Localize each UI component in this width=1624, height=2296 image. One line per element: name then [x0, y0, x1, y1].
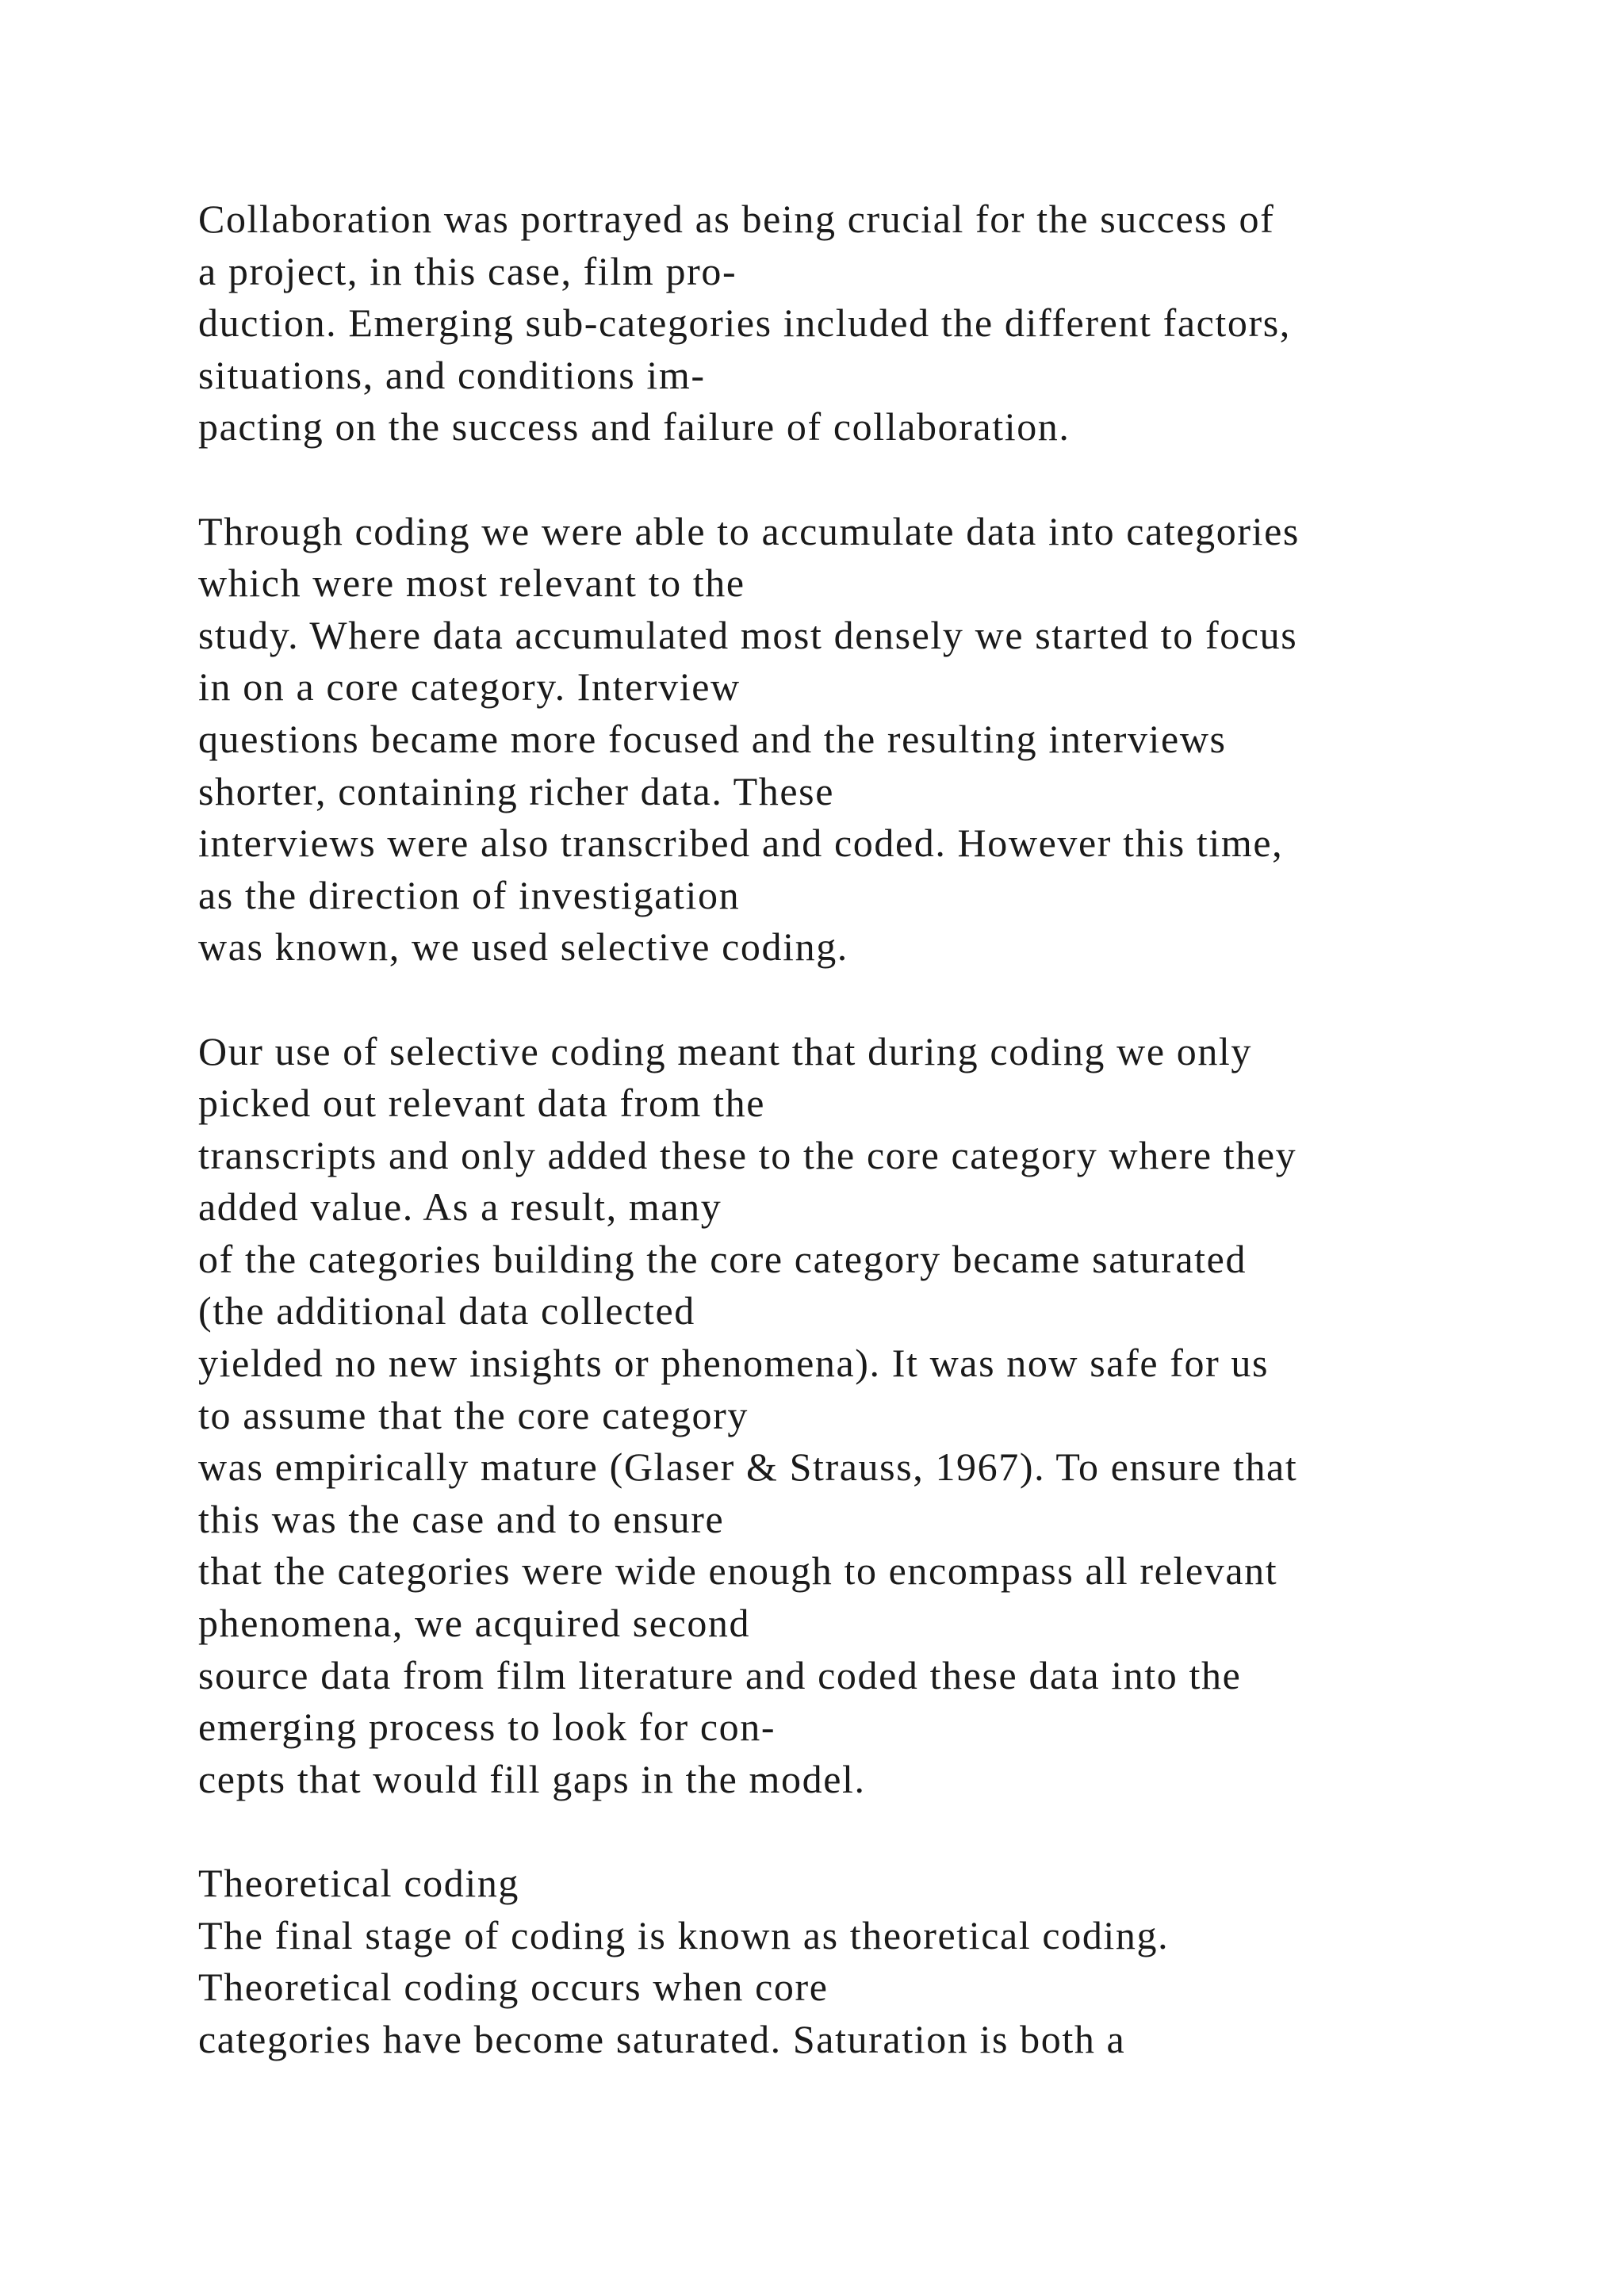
paragraph-gap: [198, 974, 1578, 1026]
text-line: yielded no new insights or phenomena). It was now safe for us: [198, 1341, 1270, 1386]
text-line: as the direction of investigation: [198, 872, 741, 917]
text-line: Our use of selective coding meant that during coding we only: [198, 1028, 1253, 1073]
text-line: interviews were also transcribed and coded. However this time,: [198, 821, 1284, 866]
text-line: categories have become saturated. Saturation is both a: [198, 2016, 1126, 2061]
text-line: a project, in this case, film pro-: [198, 248, 737, 293]
text-line: that the categories were wide enough to encompass all relevant: [198, 1548, 1278, 1594]
text-line: Collaboration was portrayed as being crucial for the success of: [198, 197, 1275, 241]
text-line: of the categories building the core category became saturated: [198, 1236, 1247, 1281]
text-line: shorter, containing richer data. These: [198, 768, 835, 813]
text-line: pacting on the success and failure of collaboration.: [198, 404, 1071, 450]
text-line: transcripts and only added these to the core category where they: [198, 1132, 1297, 1177]
paragraph-gap: [198, 1805, 1578, 1858]
text-line: The final stage of coding is known as theoretical coding.: [198, 1912, 1170, 1957]
text-line: which were most relevant to the: [198, 561, 745, 606]
text-line: phenomena, we acquired second: [198, 1601, 751, 1646]
text-line: was known, we used selective coding.: [198, 924, 848, 970]
text-line: was empirically mature (Glaser & Strauss, 1967). To ensure that: [198, 1445, 1298, 1490]
text-line: Through coding we were able to accumulate data into categories: [198, 508, 1300, 553]
text-line: Theoretical coding occurs when core: [198, 1965, 829, 2010]
text-line: picked out relevant data from the: [198, 1081, 766, 1126]
paragraph-gap: [198, 453, 1578, 506]
text-line: (the additional data collected: [198, 1288, 695, 1334]
section-heading: Theoretical coding: [198, 1861, 520, 1905]
text-line: this was the case and to ensure: [198, 1496, 725, 1541]
body-text: [198, 193, 1578, 2065]
text-line: cepts that would fill gaps in the model.: [198, 1756, 866, 1801]
text-line: source data from film literature and coded these data into the: [198, 1652, 1242, 1697]
text-line: in on a core category. Interview: [198, 664, 741, 710]
text-line: added value. As a result, many: [198, 1184, 722, 1230]
text-line: situations, and conditions im-: [198, 352, 706, 397]
text-line: questions became more focused and the resulting interviews: [198, 716, 1227, 761]
text-line: study. Where data accumulated most densely we started to focus: [198, 612, 1298, 657]
text-line: emerging process to look for con-: [198, 1705, 776, 1750]
text-line: to assume that the core category: [198, 1392, 749, 1437]
text-line: duction. Emerging sub-categories included the different factors,: [198, 300, 1291, 346]
